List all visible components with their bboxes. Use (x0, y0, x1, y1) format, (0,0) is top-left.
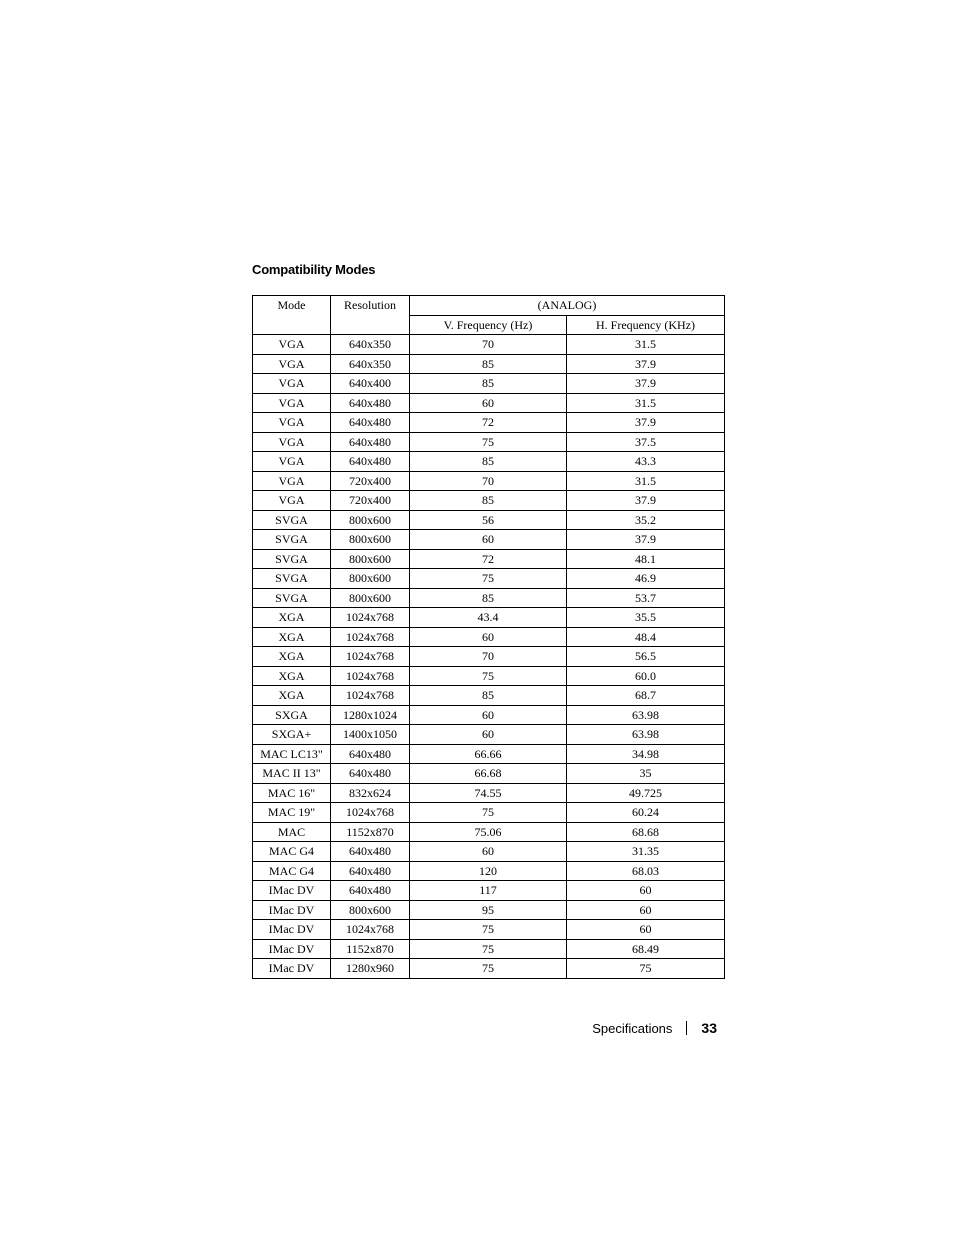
cell-resolution: 800x600 (331, 510, 410, 530)
cell-resolution: 1024x768 (331, 608, 410, 628)
cell-h-frequency: 37.9 (567, 354, 725, 374)
cell-resolution: 640x480 (331, 393, 410, 413)
cell-mode: IMac DV (253, 900, 331, 920)
table-row (253, 608, 725, 628)
cell-resolution: 1024x768 (331, 803, 410, 823)
cell-mode: SXGA (253, 705, 331, 725)
cell-resolution: 640x480 (331, 413, 410, 433)
cell-v-frequency: 70 (410, 471, 567, 491)
table-row (253, 374, 725, 394)
cell-v-frequency: 60 (410, 842, 567, 862)
compatibility-modes-table (252, 295, 725, 979)
cell-resolution: 720x400 (331, 491, 410, 511)
cell-mode: VGA (253, 452, 331, 472)
cell-v-frequency: 60 (410, 627, 567, 647)
cell-h-frequency: 37.9 (567, 413, 725, 433)
cell-resolution: 640x480 (331, 432, 410, 452)
table-row (253, 959, 725, 979)
cell-resolution: 1024x768 (331, 647, 410, 667)
table-row (253, 686, 725, 706)
header-analog-group: (ANALOG) (410, 296, 725, 316)
cell-mode: XGA (253, 627, 331, 647)
cell-v-frequency: 95 (410, 900, 567, 920)
table-header (253, 296, 725, 335)
table-row (253, 842, 725, 862)
cell-h-frequency: 34.98 (567, 744, 725, 764)
cell-mode: MAC G4 (253, 842, 331, 862)
cell-resolution: 640x400 (331, 374, 410, 394)
table-row (253, 588, 725, 608)
section-title: Compatibility Modes (252, 262, 376, 277)
cell-resolution: 640x480 (331, 881, 410, 901)
cell-h-frequency: 63.98 (567, 725, 725, 745)
table-row (253, 744, 725, 764)
cell-v-frequency: 117 (410, 881, 567, 901)
header-v-frequency: V. Frequency (Hz) (410, 315, 567, 335)
header-row-top (253, 296, 725, 316)
cell-v-frequency: 72 (410, 413, 567, 433)
cell-v-frequency: 75 (410, 959, 567, 979)
header-resolution: Resolution (331, 296, 410, 335)
cell-v-frequency: 56 (410, 510, 567, 530)
cell-h-frequency: 75 (567, 959, 725, 979)
cell-v-frequency: 75 (410, 939, 567, 959)
cell-h-frequency: 63.98 (567, 705, 725, 725)
table-row (253, 900, 725, 920)
cell-h-frequency: 49.725 (567, 783, 725, 803)
cell-h-frequency: 31.35 (567, 842, 725, 862)
cell-v-frequency: 43.4 (410, 608, 567, 628)
cell-resolution: 640x480 (331, 744, 410, 764)
cell-resolution: 1280x1024 (331, 705, 410, 725)
cell-v-frequency: 74.55 (410, 783, 567, 803)
footer-divider (686, 1021, 687, 1035)
cell-mode: MAC LC13" (253, 744, 331, 764)
table-row (253, 764, 725, 784)
cell-mode: XGA (253, 608, 331, 628)
table-row (253, 627, 725, 647)
cell-mode: VGA (253, 413, 331, 433)
cell-mode: SVGA (253, 530, 331, 550)
cell-mode: MAC (253, 822, 331, 842)
cell-h-frequency: 48.1 (567, 549, 725, 569)
table-row (253, 491, 725, 511)
cell-resolution: 1280x960 (331, 959, 410, 979)
cell-resolution: 1152x870 (331, 939, 410, 959)
header-h-frequency: H. Frequency (KHz) (567, 315, 725, 335)
cell-mode: VGA (253, 432, 331, 452)
cell-resolution: 1024x768 (331, 686, 410, 706)
cell-resolution: 1024x768 (331, 627, 410, 647)
cell-mode: MAC 19" (253, 803, 331, 823)
cell-resolution: 800x600 (331, 549, 410, 569)
cell-mode: SVGA (253, 510, 331, 530)
cell-v-frequency: 66.66 (410, 744, 567, 764)
cell-mode: VGA (253, 471, 331, 491)
table-row (253, 354, 725, 374)
cell-v-frequency: 75 (410, 666, 567, 686)
cell-mode: IMac DV (253, 959, 331, 979)
cell-h-frequency: 31.5 (567, 471, 725, 491)
cell-resolution: 800x600 (331, 588, 410, 608)
cell-mode: SVGA (253, 549, 331, 569)
cell-h-frequency: 60 (567, 881, 725, 901)
cell-mode: MAC II 13" (253, 764, 331, 784)
table-row (253, 432, 725, 452)
cell-v-frequency: 85 (410, 588, 567, 608)
cell-v-frequency: 75 (410, 432, 567, 452)
cell-h-frequency: 68.68 (567, 822, 725, 842)
cell-v-frequency: 60 (410, 725, 567, 745)
cell-resolution: 1400x1050 (331, 725, 410, 745)
cell-resolution: 800x600 (331, 900, 410, 920)
table-row (253, 881, 725, 901)
table-row (253, 549, 725, 569)
cell-h-frequency: 53.7 (567, 588, 725, 608)
table-row (253, 725, 725, 745)
table-row (253, 569, 725, 589)
cell-resolution: 640x480 (331, 452, 410, 472)
header-mode: Mode (253, 296, 331, 335)
cell-mode: SVGA (253, 569, 331, 589)
cell-h-frequency: 68.49 (567, 939, 725, 959)
cell-v-frequency: 70 (410, 647, 567, 667)
table-row (253, 510, 725, 530)
cell-resolution: 832x624 (331, 783, 410, 803)
table-row (253, 647, 725, 667)
cell-h-frequency: 60 (567, 920, 725, 940)
table-row (253, 452, 725, 472)
cell-resolution: 640x480 (331, 842, 410, 862)
cell-h-frequency: 68.7 (567, 686, 725, 706)
table-row (253, 783, 725, 803)
cell-h-frequency: 60.24 (567, 803, 725, 823)
cell-mode: SXGA+ (253, 725, 331, 745)
page-number: 33 (701, 1020, 717, 1036)
page-footer (592, 1020, 717, 1036)
cell-v-frequency: 85 (410, 491, 567, 511)
cell-resolution: 800x600 (331, 569, 410, 589)
table-body (253, 335, 725, 979)
table-row (253, 920, 725, 940)
cell-v-frequency: 60 (410, 530, 567, 550)
footer-section-label: Specifications (592, 1020, 673, 1036)
cell-v-frequency: 75 (410, 920, 567, 940)
table-row (253, 335, 725, 355)
cell-h-frequency: 31.5 (567, 335, 725, 355)
cell-h-frequency: 37.9 (567, 491, 725, 511)
cell-mode: XGA (253, 647, 331, 667)
cell-h-frequency: 43.3 (567, 452, 725, 472)
cell-mode: VGA (253, 491, 331, 511)
cell-h-frequency: 37.9 (567, 530, 725, 550)
cell-resolution: 640x350 (331, 335, 410, 355)
cell-mode: IMac DV (253, 939, 331, 959)
cell-mode: VGA (253, 374, 331, 394)
cell-v-frequency: 85 (410, 452, 567, 472)
cell-v-frequency: 75 (410, 803, 567, 823)
cell-h-frequency: 60 (567, 900, 725, 920)
cell-v-frequency: 72 (410, 549, 567, 569)
cell-resolution: 640x480 (331, 861, 410, 881)
table-row (253, 471, 725, 491)
cell-h-frequency: 68.03 (567, 861, 725, 881)
cell-mode: XGA (253, 686, 331, 706)
table-row (253, 822, 725, 842)
table-row (253, 705, 725, 725)
cell-v-frequency: 70 (410, 335, 567, 355)
cell-v-frequency: 75.06 (410, 822, 567, 842)
cell-h-frequency: 37.5 (567, 432, 725, 452)
cell-mode: MAC 16" (253, 783, 331, 803)
cell-mode: VGA (253, 354, 331, 374)
cell-v-frequency: 66.68 (410, 764, 567, 784)
cell-v-frequency: 85 (410, 686, 567, 706)
cell-h-frequency: 35.2 (567, 510, 725, 530)
cell-v-frequency: 75 (410, 569, 567, 589)
cell-resolution: 640x480 (331, 764, 410, 784)
table-row (253, 803, 725, 823)
cell-mode: IMac DV (253, 881, 331, 901)
table-row (253, 939, 725, 959)
cell-h-frequency: 35 (567, 764, 725, 784)
cell-h-frequency: 37.9 (567, 374, 725, 394)
cell-mode: VGA (253, 393, 331, 413)
cell-resolution: 1024x768 (331, 920, 410, 940)
table-row (253, 413, 725, 433)
cell-h-frequency: 48.4 (567, 627, 725, 647)
cell-resolution: 1152x870 (331, 822, 410, 842)
cell-v-frequency: 60 (410, 705, 567, 725)
cell-v-frequency: 85 (410, 374, 567, 394)
table-row (253, 861, 725, 881)
table-row (253, 666, 725, 686)
cell-mode: XGA (253, 666, 331, 686)
table-row (253, 393, 725, 413)
cell-v-frequency: 60 (410, 393, 567, 413)
cell-h-frequency: 35.5 (567, 608, 725, 628)
cell-mode: SVGA (253, 588, 331, 608)
cell-v-frequency: 120 (410, 861, 567, 881)
cell-resolution: 800x600 (331, 530, 410, 550)
cell-h-frequency: 46.9 (567, 569, 725, 589)
cell-h-frequency: 60.0 (567, 666, 725, 686)
cell-mode: MAC G4 (253, 861, 331, 881)
cell-resolution: 1024x768 (331, 666, 410, 686)
cell-h-frequency: 31.5 (567, 393, 725, 413)
table-row (253, 530, 725, 550)
cell-mode: VGA (253, 335, 331, 355)
cell-resolution: 720x400 (331, 471, 410, 491)
cell-resolution: 640x350 (331, 354, 410, 374)
cell-h-frequency: 56.5 (567, 647, 725, 667)
cell-mode: IMac DV (253, 920, 331, 940)
cell-v-frequency: 85 (410, 354, 567, 374)
